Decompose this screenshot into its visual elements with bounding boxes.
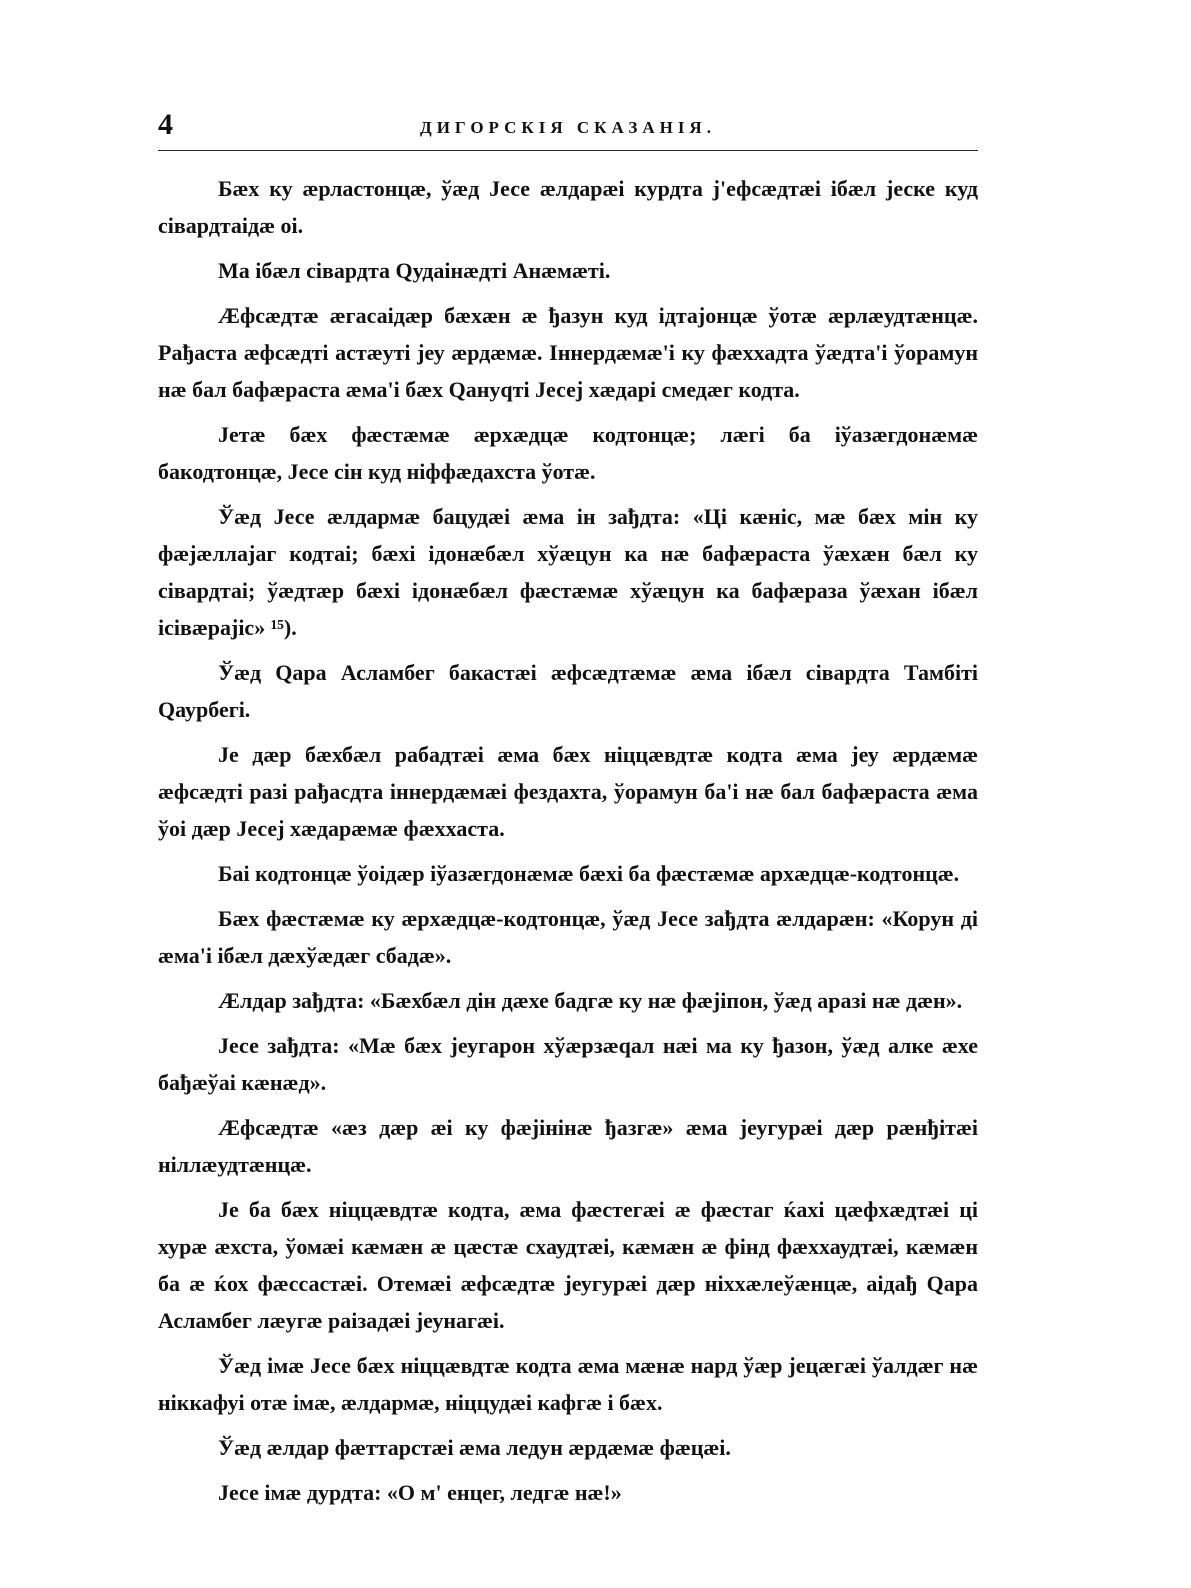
paragraph: Ўæд Qара Асламбег бакастæі æфсæдтæмæ æма ібæл сівардта Тамбіті Qаурбегі. xyxy=(158,660,978,722)
paragraph: Æлдар зађдта: «Бæхбæл дін дæхе бадгæ ку нæ фæјіпон, ўæд аразі нæ дæн». xyxy=(218,988,963,1013)
paragraph: Јесе імæ дурдта: «О м' енцег, ледгæ нæ!» xyxy=(218,1480,622,1505)
paragraph: Бæх ку æрластонцæ, ўæд Јесе æлдарæі курдта ј'ефсæдтæі ібæл јеске куд сівардтаідæ оі. xyxy=(158,176,978,238)
paragraph: Ма ібæл сівардта Qудаінæдті Анæмæті. xyxy=(218,258,611,283)
paragraph: Ўæд æлдар фæттарстæі æма ледун æрдæмæ фæцæі. xyxy=(218,1435,731,1460)
paragraph: Ўæд імæ Јесе бæх ніццæвдтæ кодта æма мæнæ нард ўæр јецæгæі ўалдæг нæ ніккафуі отæ імæ, æлдармæ, ніццудæі кафгæ і бæх. xyxy=(158,1353,978,1415)
paragraph: Æфсæдтæ «æз дæр æі ку фæјінінæ ђазгæ» æма јеугурæі дæр рæнђітæі ніллæудтæнцæ. xyxy=(158,1115,978,1177)
running-title: ДИГОРСКІЯ СКАЗАНІЯ. xyxy=(420,118,716,137)
paragraph: Јетæ бæх фæстæмæ æрхæдцæ кодтонцæ; лæгі ба іўазæгдонæмæ бакодтонцæ, Јесе сін куд ніффæдахста ўотæ. xyxy=(158,422,978,484)
page-number: 4 xyxy=(158,108,173,141)
body-text xyxy=(158,170,978,1519)
page-header xyxy=(158,108,978,148)
paragraph: Ўæд Јесе æлдармæ бацудæі æма ін зађдта: «Ці кæніс, мæ бæх мін ку фæјæллајаг кодтаі; бæхі ідонæбæл хўæцун ка нæ бафæраста ўæхæн бæл ку сівардтаі; ўæдтæр бæхі ідонæбæл фæстæмæ хўæцун ка бафæраза ўæхан ібæл ісівæрајіс» ¹⁵). xyxy=(158,504,978,640)
header-rule xyxy=(158,150,978,151)
paragraph: Æфсæдтæ æгасаідæр бæхæн æ ђазун куд ідтајонцæ ўотæ æрлæудтæнцæ. Рађаста æфсæдті астæуті јеу æрдæмæ. Іннердæмæ'і ку фæххадта ўæдта'і ўорамун нæ бал бафæраста æма'і бæх Qануqті Јесеј хæдарі смедæг кодта. xyxy=(158,303,978,402)
paragraph: Је ба бæх ніццæвдтæ кодта, æма фæстегæі æ фæстаг ќахі цæфхæдтæі ці хурæ æхста, ўомæі кæмæн æ цæстæ схаудтæі, кæмæн æ фінд фæххаудтæі, кæмæн ба æ ќох фæссастæі. Отемæі æфсæдтæ јеугурæі дæр ніххæлеўæнцæ, аідађ Qара Асламбег лæугæ раізадæі јеунагæі. xyxy=(158,1197,978,1333)
paragraph: Је дæр бæхбæл рабадтæі æма бæх ніццæвдтæ кодта æма јеу æрдæмæ æфсæдті разі рађасдта іннердæмæі фездахта, ўорамун ба'і нæ бал бафæраста æма ўоі дæр Јесеј хæдарæмæ фæххаста. xyxy=(158,742,978,841)
paragraph: Бæх фæстæмæ ку æрхæдцæ-кодтонцæ, ўæд Јесе зађдта æлдарæн: «Корун ді æма'і ібæл дæхўæдæг сбадæ». xyxy=(158,906,978,968)
paragraph: Јесе зађдта: «Мæ бæх јеугарон хўæрзæqал нæі ма ку ђазон, ўæд алке æхе бађæўаі кæнæд». xyxy=(158,1033,978,1095)
paragraph: Баі кодтонцæ ўоідæр іўазæгдонæмæ бæхі ба фæстæмæ архæдцæ-кодтонцæ. xyxy=(218,861,960,886)
